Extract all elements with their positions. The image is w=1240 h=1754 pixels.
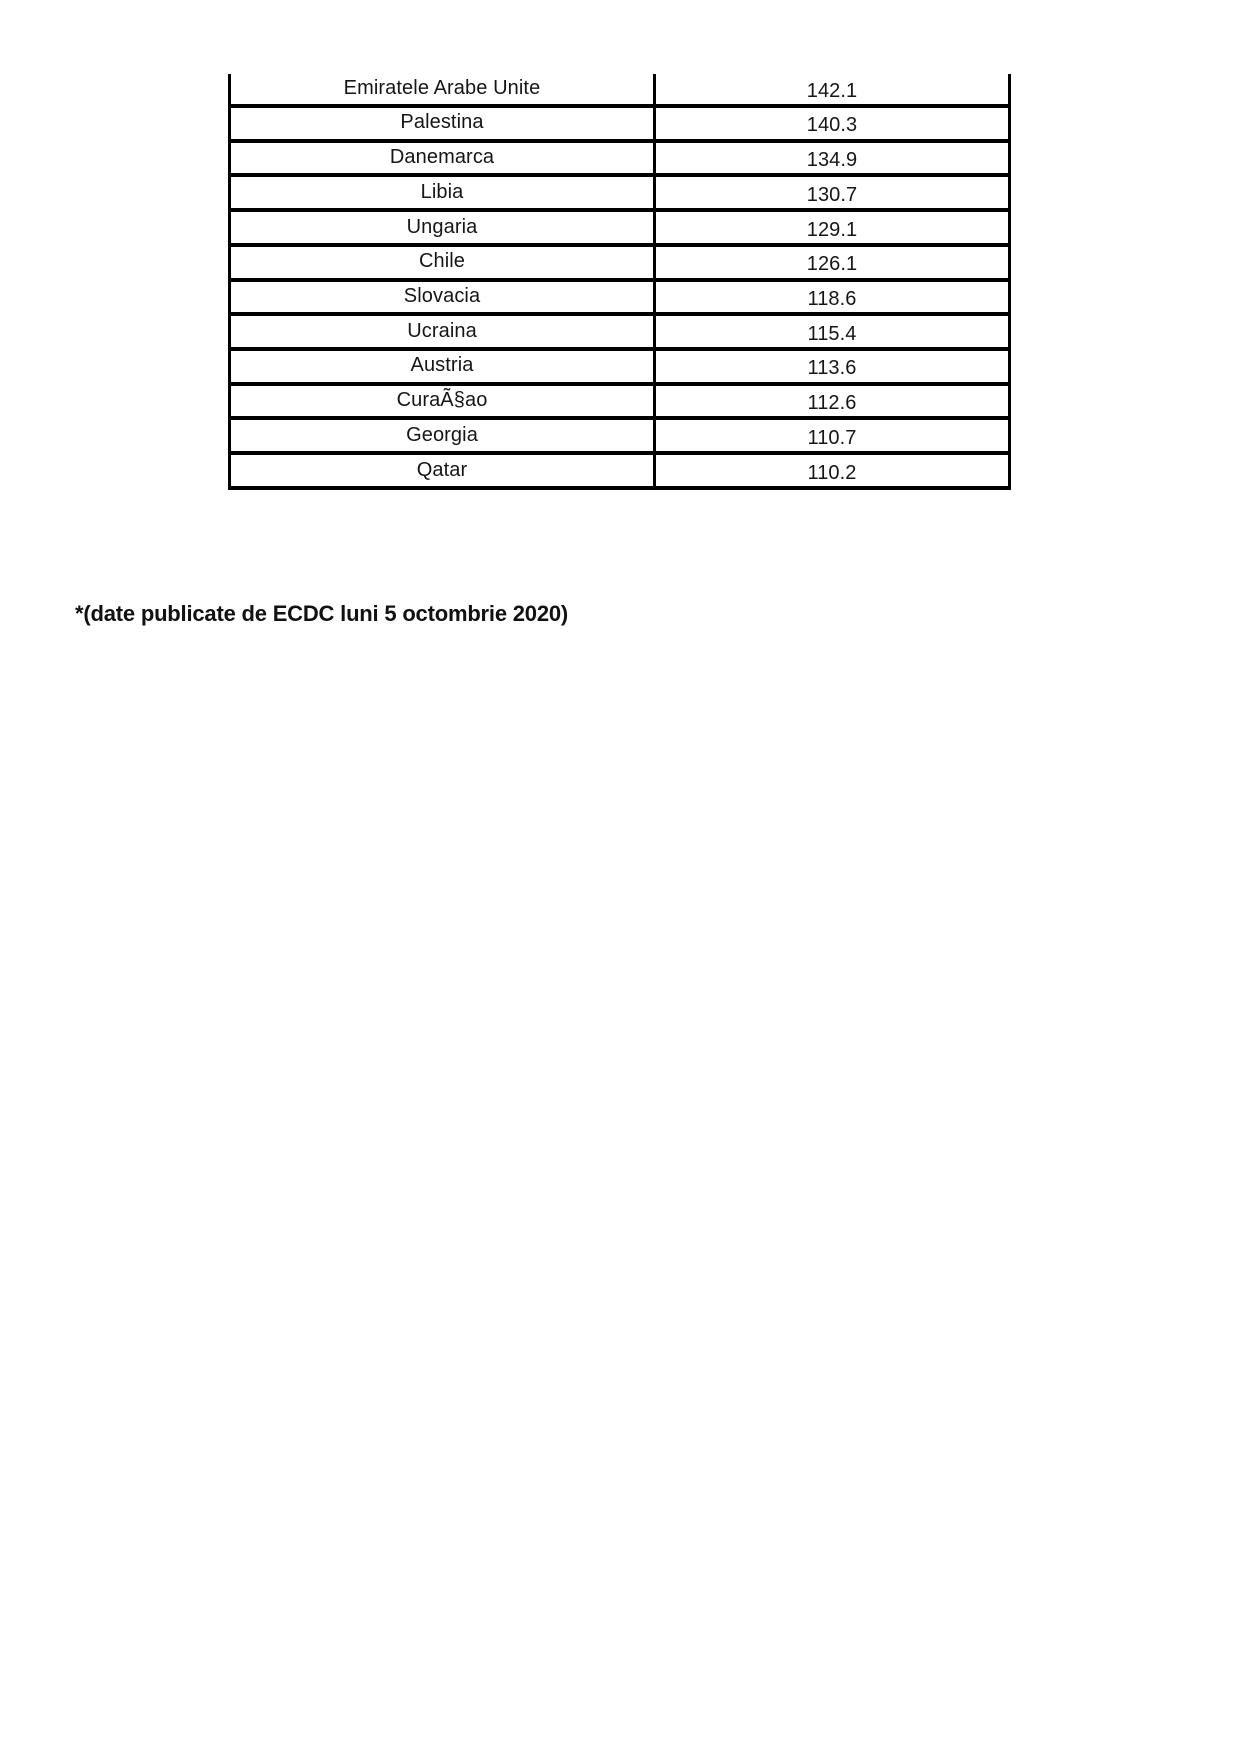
table-row <box>231 108 1008 143</box>
table-row <box>231 455 1008 490</box>
country-cell: CuraÃ§ao <box>396 389 488 412</box>
country-cell: Ucraina <box>407 319 477 342</box>
value-cell: 129.1 <box>653 212 1008 243</box>
country-cell: Palestina <box>400 111 484 134</box>
table-row <box>231 316 1008 351</box>
value-cell: 118.6 <box>653 282 1008 313</box>
table-row <box>231 247 1008 282</box>
country-cell: Austria <box>410 354 474 377</box>
value-cell: 110.7 <box>653 420 1008 451</box>
table-row <box>231 212 1008 247</box>
country-cell: Georgia <box>406 423 478 446</box>
table-row <box>231 386 1008 421</box>
value-cell: 115.4 <box>653 316 1008 347</box>
value-cell: 113.6 <box>653 351 1008 382</box>
table-row <box>231 351 1008 386</box>
value-cell: 130.7 <box>653 177 1008 208</box>
value-cell: 110.2 <box>653 455 1008 486</box>
value-cell: 112.6 <box>653 386 1008 417</box>
country-cell: Chile <box>418 250 466 273</box>
country-cell: Emiratele Arabe Unite <box>343 77 541 99</box>
table-row <box>231 177 1008 212</box>
table-row <box>231 282 1008 317</box>
country-cell: Ungaria <box>406 215 478 238</box>
country-rate-table <box>228 74 1011 490</box>
table-row <box>231 420 1008 455</box>
value-cell: 126.1 <box>653 247 1008 278</box>
value-cell: 140.3 <box>653 108 1008 139</box>
table-row <box>231 143 1008 178</box>
footnote: *(date publicate de ECDC luni 5 octombrie 2020) <box>75 601 569 626</box>
value-cell: 134.9 <box>653 143 1008 174</box>
country-cell: Slovacia <box>403 284 481 307</box>
country-cell: Qatar <box>416 458 468 481</box>
country-cell: Libia <box>420 180 464 203</box>
country-cell: Danemarca <box>389 146 495 169</box>
table-row <box>231 74 1008 108</box>
value-cell: 142.1 <box>653 74 1008 104</box>
